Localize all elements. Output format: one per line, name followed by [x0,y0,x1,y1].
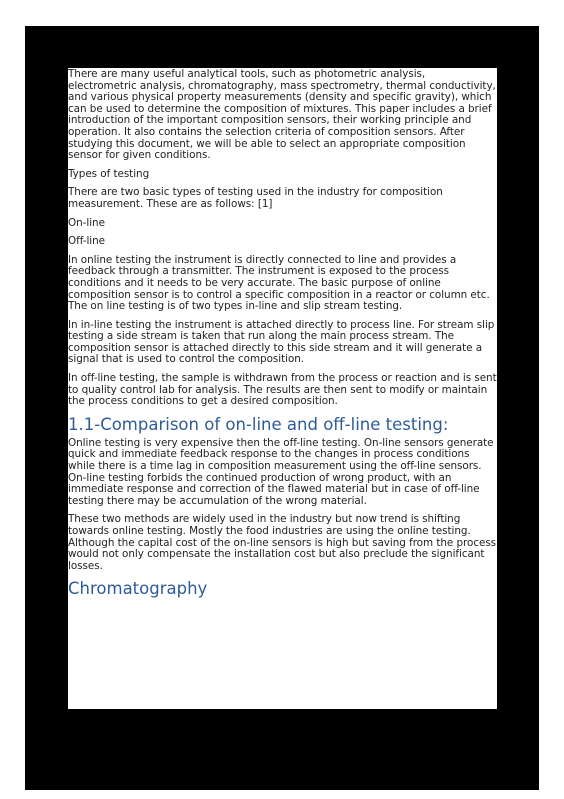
document-page [68,68,497,709]
list-item-offline: Off-line [68,235,106,248]
list-item-online: On-line [68,216,105,229]
online-testing-paragraph: In online testing the instrument is directly connected to line and provides a feedback through a transmitter. The instrument is exposed to the process conditions and it needs to be very accurate. The basic purpose of online composition sensor is to control a specific composition in a reactor or column etc. The on line testing is of two types in-line and slip stream testing. [68,253,490,313]
types-of-testing-label: Types of testing [68,167,150,180]
page-content [68,68,497,598]
intro-paragraph: There are many useful analytical tools, such as photometric analysis, electrometric analysis, chromatography, mass spectrometry, thermal conductivity, and various physical property measurements (density and specific gravity), which can be used to determine the composition of mixtures. This paper includes a brief introduction of the important composition sensors, their working principle and operation. It also contains the selection criteria of composition sensors. After studying this document, we will be able to select an appropriate composition sensor for given conditions. [68,68,496,162]
comparison-heading: 1.1-Comparison of on-line and off-line testing: [68,414,449,434]
offline-testing-paragraph: In off-line testing, the sample is withdrawn from the process or reaction and is sent to quality control lab for analysis. The results are then sent to modify or maintain the process conditions to get a desired composition. [68,372,497,408]
comparison-paragraph: Online testing is very expensive then the off-line testing. On-line sensors generate quick and immediate feedback response to the changes in process conditions while there is a time lag in composition measurement using the off-line sensors. On-line testing forbids the continued production of wrong product, with an immediate response and correction of the flawed material but in case of off-line testing there may be accumulation of the wrong material. [68,436,494,507]
chromatography-heading: Chromatography [68,579,208,599]
inline-testing-paragraph: In in-line testing the instrument is attached directly to process line. For stream slip testing a side stream is taken that run along the main process stream. The composition sensor is attached directly to this side stream and it will generate a signal that is used to control the composition. [68,318,495,366]
trend-paragraph: These two methods are widely used in the industry but now trend is shifting towards online testing. Mostly the food industries are using the online testing. Although the capital cost of the on-line sensors is high but saving from the process would not only compensate the installation cost but also preclude the significant losses. [68,513,497,572]
types-intro-paragraph: There are two basic types of testing used in the industry for composition measurement. These are as follows: [1] [68,186,443,210]
